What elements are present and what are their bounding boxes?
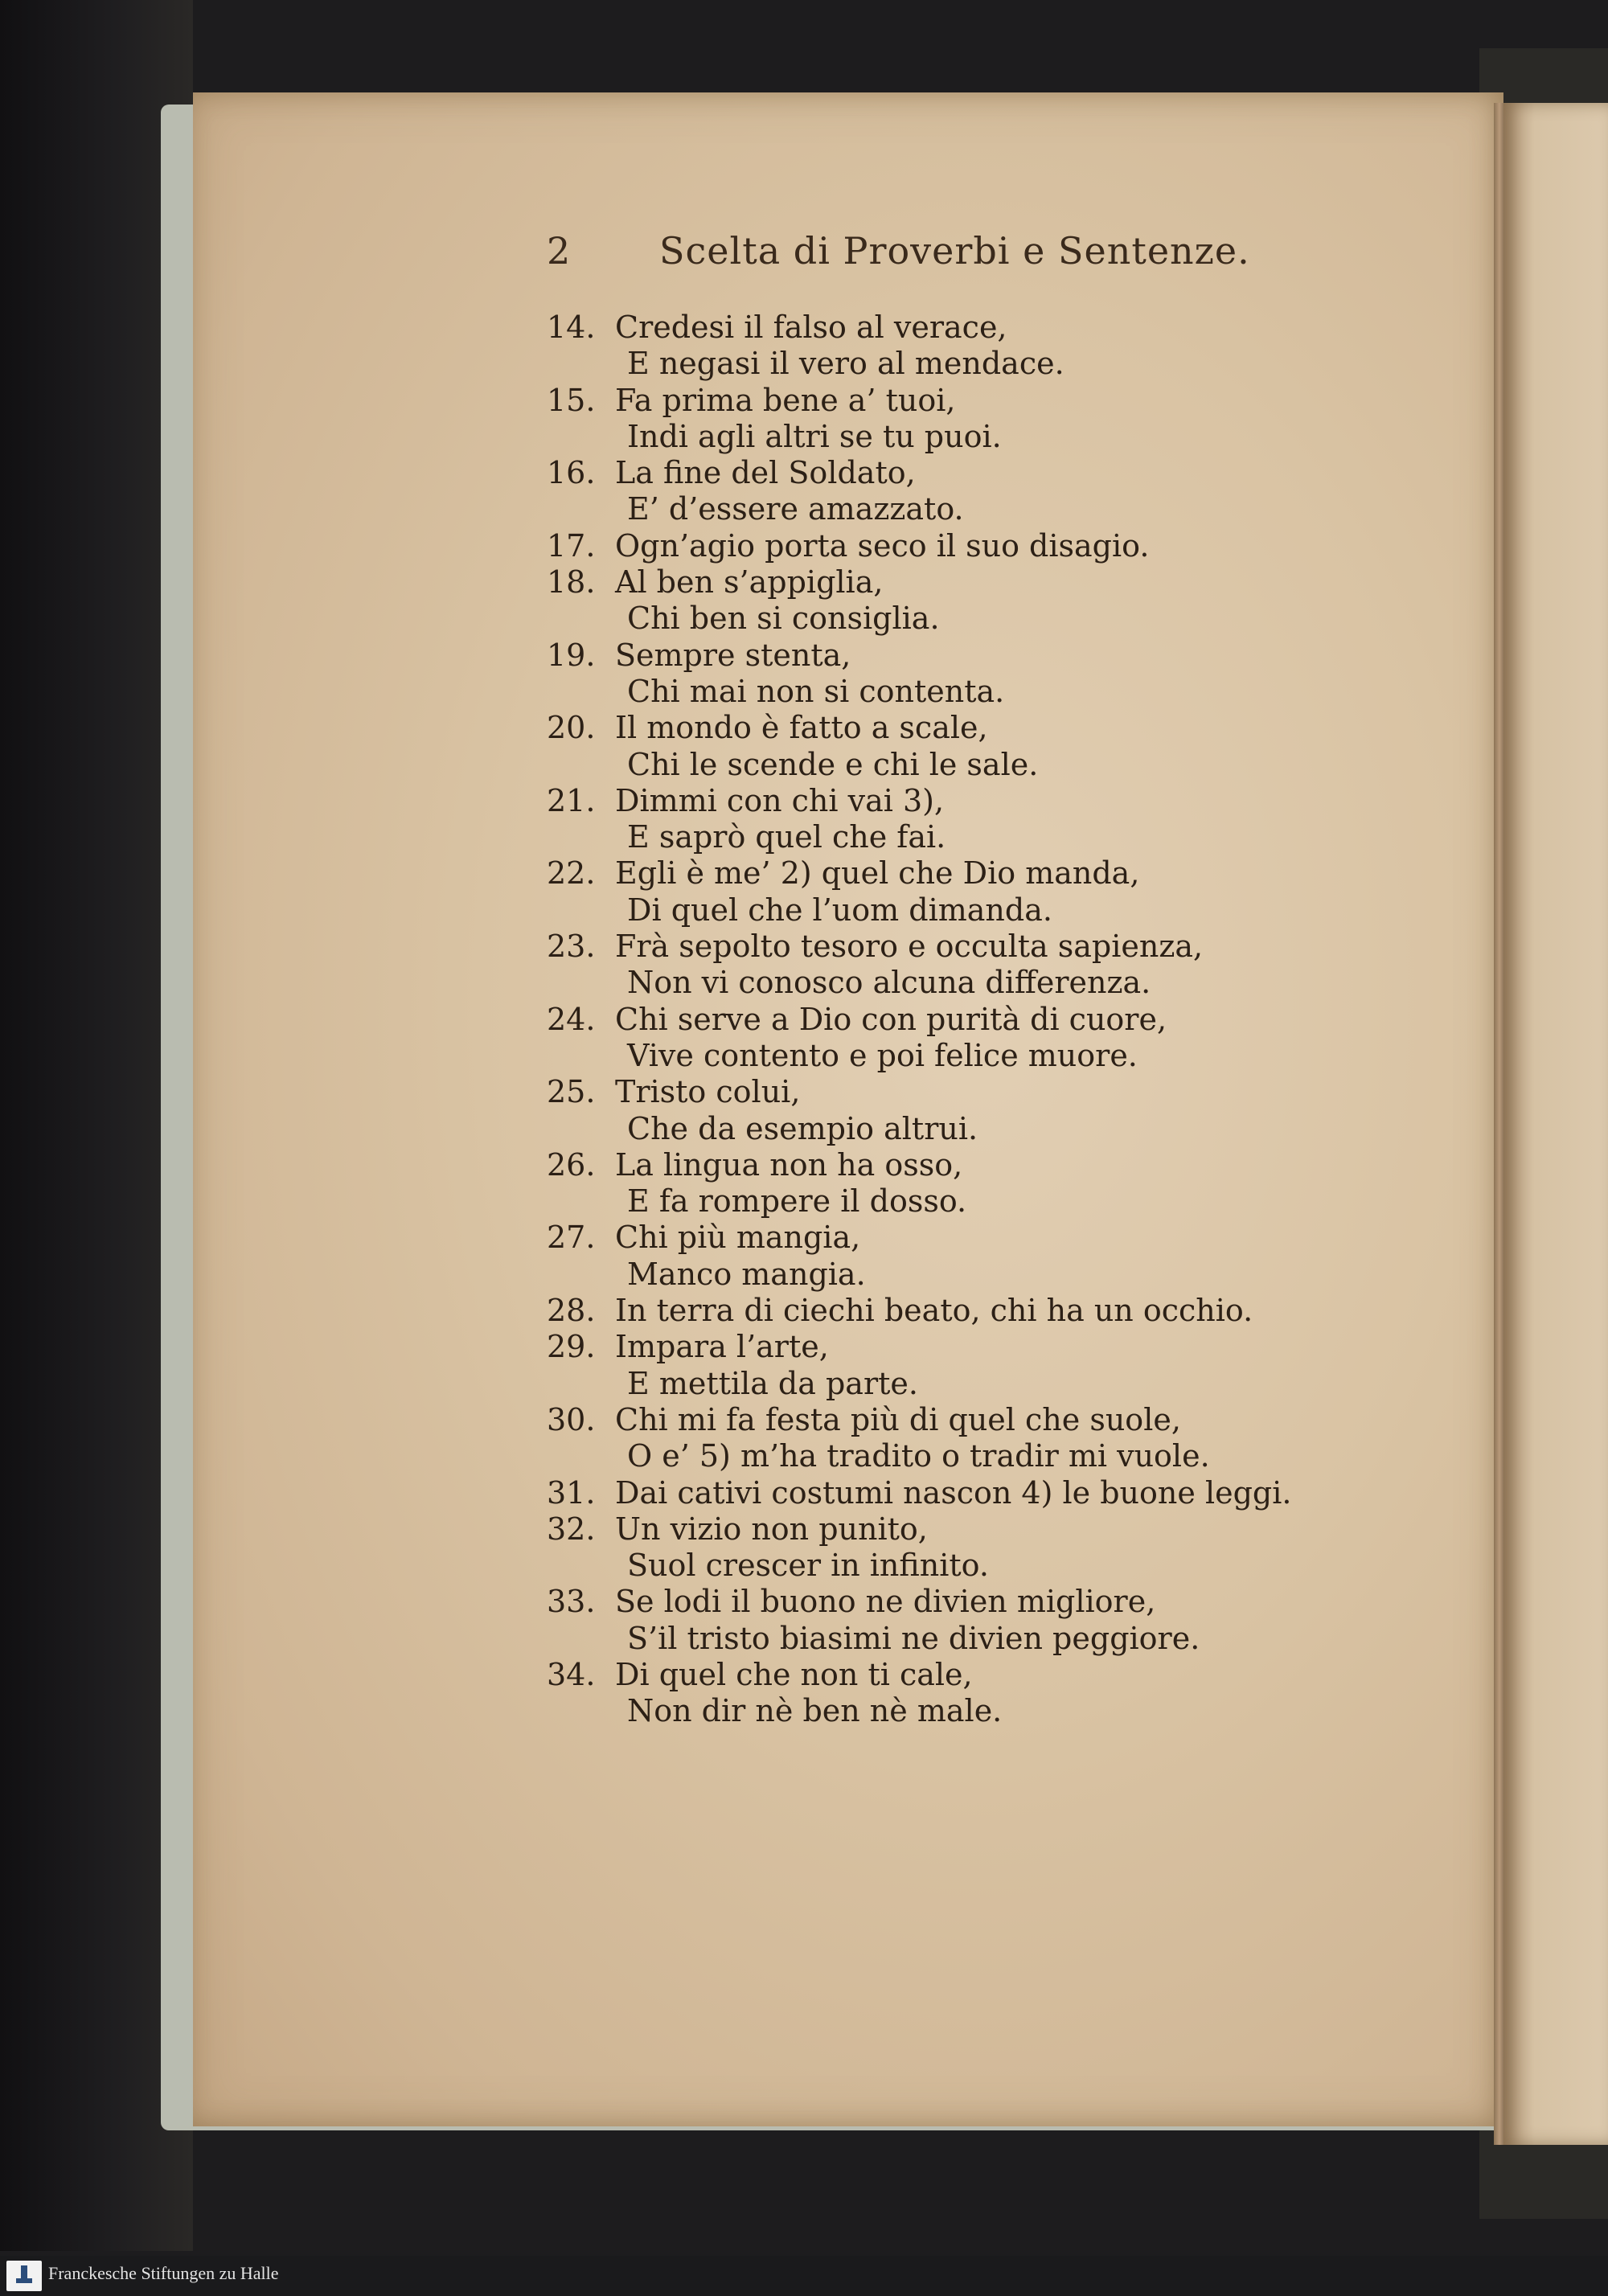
proverb-number: 31.: [547, 1474, 596, 1511]
proverb-text: Che da esempio altrui.: [627, 1110, 978, 1146]
proverb-line: [547, 1293, 1351, 1329]
proverb-text: Se lodi il buono ne divien migliore,: [615, 1584, 1156, 1620]
proverb-line: [547, 491, 1351, 527]
proverb-text: La lingua non ha osso,: [615, 1146, 963, 1183]
proverb-text: Il mondo è fatto a scale,: [615, 710, 988, 746]
proverb-entry: [547, 710, 1351, 783]
proverb-text: Dai cativi costumi nascon 4) le buone leggi.: [615, 1474, 1292, 1511]
proverb-line: [547, 1548, 1351, 1584]
proverb-number: 26.: [547, 1146, 596, 1183]
proverb-line: [547, 419, 1351, 455]
proverb-line: [547, 1438, 1351, 1474]
franckesche-logo-icon: [6, 2261, 42, 2291]
proverb-number: 19.: [547, 637, 596, 673]
proverb-list: [547, 310, 1351, 1730]
proverb-line: [547, 1002, 1351, 1038]
proverb-line: [547, 601, 1351, 637]
proverb-entry: [547, 310, 1351, 383]
proverb-entry: [547, 1329, 1351, 1402]
proverb-line: [547, 965, 1351, 1001]
proverb-number: 29.: [547, 1329, 596, 1365]
proverb-line: [547, 1475, 1351, 1511]
proverb-line: [547, 674, 1351, 710]
proverb-entry: [547, 1402, 1351, 1475]
proverb-line: [547, 1183, 1351, 1220]
proverb-entry: [547, 1511, 1351, 1585]
proverb-line: [547, 528, 1351, 564]
proverb-entry: [547, 1147, 1351, 1220]
proverb-line: [547, 1329, 1351, 1365]
proverb-line: [547, 747, 1351, 783]
proverb-text: Dimmi con chi vai 3),: [615, 782, 945, 818]
proverb-text: Chi ben si consiglia.: [627, 601, 940, 637]
proverb-text: Chi più mangia,: [615, 1220, 861, 1256]
proverb-number: 15.: [547, 382, 596, 418]
proverb-text: Tristo colui,: [615, 1074, 801, 1110]
proverb-number: 21.: [547, 782, 596, 818]
proverb-entry: [547, 1657, 1351, 1730]
proverb-line: [547, 1111, 1351, 1147]
proverb-text: Un vizio non punito,: [615, 1511, 928, 1547]
page-number: 2: [547, 229, 572, 273]
proverb-text: Di quel che non ti cale,: [615, 1656, 973, 1692]
proverb-number: 20.: [547, 710, 596, 746]
proverb-text: Manco mangia.: [627, 1256, 866, 1292]
proverb-line: [547, 819, 1351, 855]
footer-institution: Franckesche Stiftungen zu Halle: [48, 2263, 279, 2283]
proverb-number: 24.: [547, 1001, 596, 1037]
proverb-line: [547, 346, 1351, 382]
proverb-number: 32.: [547, 1511, 596, 1547]
proverb-line: [547, 1147, 1351, 1183]
page-header: [547, 229, 1270, 277]
proverb-entry: [547, 455, 1351, 528]
proverb-line: [547, 1511, 1351, 1548]
proverb-number: 25.: [547, 1074, 596, 1110]
proverb-text: E’ d’essere amazzato.: [627, 491, 964, 527]
proverb-line: [547, 1621, 1351, 1657]
proverb-entry: [547, 1584, 1351, 1657]
proverb-line: [547, 1693, 1351, 1729]
proverb-number: 18.: [547, 564, 596, 601]
proverb-number: 30.: [547, 1401, 596, 1437]
proverb-text: Impara l’arte,: [615, 1329, 829, 1365]
proverb-line: [547, 783, 1351, 819]
proverb-text: E negasi il vero al mendace.: [627, 346, 1064, 382]
proverb-number: 16.: [547, 455, 596, 491]
proverb-entry: [547, 638, 1351, 711]
proverb-line: [547, 1220, 1351, 1256]
proverb-line: [547, 455, 1351, 491]
proverb-text: Non dir nè ben nè male.: [627, 1693, 1003, 1729]
proverb-text: Chi serve a Dio con purità di cuore,: [615, 1001, 1167, 1037]
proverb-text: E saprò quel che fai.: [627, 819, 946, 855]
proverb-number: 34.: [547, 1656, 596, 1692]
proverb-number: 28.: [547, 1293, 596, 1329]
proverb-entry: [547, 1293, 1351, 1329]
proverb-line: [547, 1657, 1351, 1693]
proverb-entry: [547, 383, 1351, 456]
proverb-number: 27.: [547, 1220, 596, 1256]
proverb-line: [547, 892, 1351, 929]
proverb-text: Chi mai non si contenta.: [627, 673, 1005, 709]
proverb-entry: [547, 1074, 1351, 1147]
proverb-entry: [547, 929, 1351, 1002]
proverb-line: [547, 310, 1351, 346]
proverb-text: O e’ 5) m’ha tradito o tradir mi vuole.: [627, 1438, 1210, 1474]
proverb-text: Vive contento e poi felice muore.: [627, 1037, 1138, 1073]
proverb-line: [547, 1366, 1351, 1402]
proverb-line: [547, 1074, 1351, 1110]
proverb-text: E mettila da parte.: [627, 1365, 918, 1401]
proverb-text: La fine del Soldato,: [615, 455, 916, 491]
proverb-line: [547, 855, 1351, 892]
proverb-line: [547, 638, 1351, 674]
page-title: Scelta di Proverbi e Sentenze.: [659, 229, 1250, 273]
proverb-line: [547, 929, 1351, 965]
proverb-entry: [547, 783, 1351, 856]
proverb-line: [547, 1257, 1351, 1293]
proverb-text: S’il tristo biasimi ne divien peggiore.: [627, 1620, 1200, 1656]
proverb-text: In terra di ciechi beato, chi ha un occhio.: [615, 1293, 1253, 1329]
proverb-number: 23.: [547, 929, 596, 965]
proverb-line: [547, 383, 1351, 419]
proverb-entry: [547, 1475, 1351, 1511]
proverb-number: 22.: [547, 855, 596, 892]
proverb-text: Egli è me’ 2) quel che Dio manda,: [615, 855, 1140, 892]
proverb-line: [547, 710, 1351, 746]
proverb-line: [547, 1584, 1351, 1620]
proverb-number: 17.: [547, 527, 596, 564]
proverb-text: Sempre stenta,: [615, 637, 851, 673]
facing-page-edge: [1503, 103, 1608, 2145]
proverb-text: Di quel che l’uom dimanda.: [627, 892, 1052, 928]
proverb-entry: [547, 1220, 1351, 1293]
proverb-text: Indi agli altri se tu puoi.: [627, 418, 1002, 454]
proverb-number: 33.: [547, 1584, 596, 1620]
proverb-text: Fa prima bene a’ tuoi,: [615, 382, 956, 418]
proverb-line: [547, 1402, 1351, 1438]
proverb-line: [547, 1038, 1351, 1074]
proverb-entry: [547, 528, 1351, 564]
proverb-text: Chi mi fa festa più di quel che suole,: [615, 1401, 1181, 1437]
proverb-text: Chi le scende e chi le sale.: [627, 746, 1039, 782]
proverb-line: [547, 564, 1351, 601]
proverb-entry: [547, 1002, 1351, 1075]
proverb-entry: [547, 564, 1351, 638]
proverb-text: Credesi il falso al verace,: [615, 310, 1007, 345]
proverb-text: Ogn’agio porta seco il suo disagio.: [615, 527, 1150, 564]
proverb-text: Non vi conosco alcuna differenza.: [627, 965, 1151, 1001]
proverb-entry: [547, 855, 1351, 929]
proverb-text: Suol crescer in infinito.: [627, 1548, 989, 1584]
proverb-text: Al ben s’appiglia,: [615, 564, 884, 601]
proverb-text: Frà sepolto tesoro e occulta sapienza,: [615, 929, 1204, 965]
proverb-number: 14.: [547, 310, 596, 345]
proverb-text: E fa rompere il dosso.: [627, 1183, 967, 1220]
